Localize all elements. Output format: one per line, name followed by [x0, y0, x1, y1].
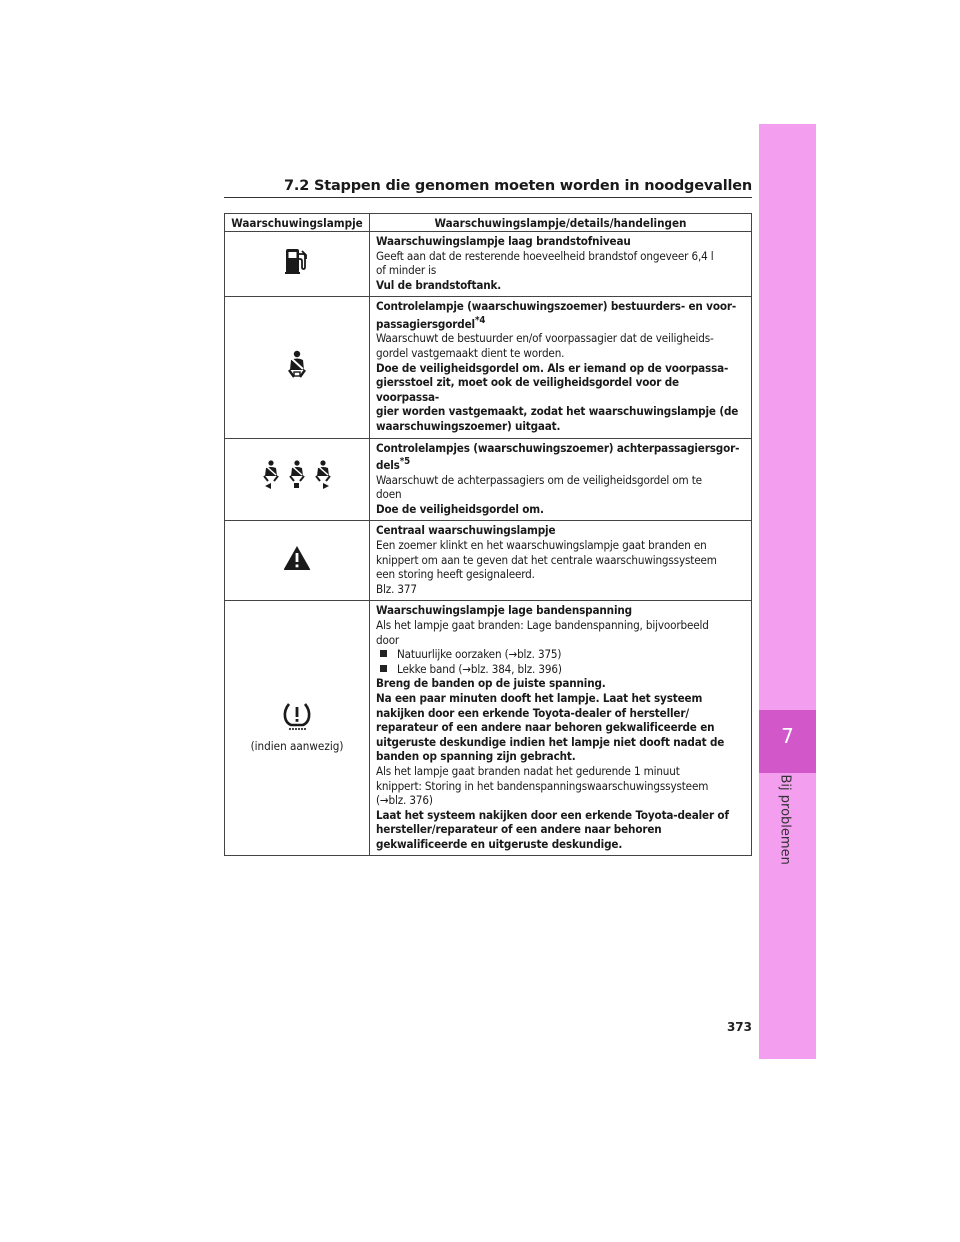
row-text: Waarschuwt de achterpassagiers om de veiligheidsgordel om te [376, 472, 702, 487]
row-title-cont [376, 314, 745, 331]
list-item [376, 647, 745, 662]
icon-cell [225, 232, 370, 297]
icon-cell [225, 297, 370, 438]
row-title: Centraal waarschuwingslampje [376, 523, 556, 538]
table-row [225, 601, 752, 856]
details-cell [370, 438, 752, 521]
row-text: door [376, 632, 400, 647]
row-title: Waarschuwingslampje lage bandenspanning [376, 603, 632, 618]
icon-cell [225, 601, 370, 856]
tire-pressure-icon [282, 701, 312, 731]
row-text: Geeft aan dat de resterende hoeveelheid brandstof ongeveer 6,4 l [376, 248, 714, 263]
details-cell [370, 232, 752, 297]
row-title: Waarschuwingslampje laag brandstofniveau [376, 234, 631, 248]
row-action: uitgeruste deskundige indien het lampje niet dooft nadat de [376, 734, 725, 749]
row-text: gordel vastgemaakt dient te worden. [376, 346, 565, 361]
row-action: gekwalificeerde en uitgeruste deskundige. [376, 836, 623, 851]
row-action: reparateur of een andere naar behoren gekwalificeerde en [376, 720, 715, 735]
column-header-details: Waarschuwingslampje/details/handelingen [370, 214, 752, 232]
row-action: Doe de veiligheidsgordel om. [376, 501, 544, 516]
title-divider [224, 197, 752, 198]
row-text: een storing heeft gesignaleerd. [376, 567, 535, 582]
table-header-row [225, 214, 752, 232]
row-action: gier worden vastgemaakt, zodat het waarschuwingslampje (de [376, 404, 739, 419]
chapter-side-tab [759, 124, 816, 1059]
row-action: Breng de banden op de juiste spanning. [376, 676, 606, 691]
row-action: Na een paar minuten dooft het lampje. Laat het systeem [376, 690, 703, 705]
footnote-ref[interactable]: *4 [474, 314, 486, 326]
row-action: Laat het systeem nakijken door een erkende Toyota-dealer of [376, 807, 729, 822]
chapter-number: 7 [781, 724, 794, 748]
warning-lights-table [224, 213, 752, 856]
table-row [225, 438, 752, 521]
row-title: Controlelampje (waarschuwingszoemer) bestuurders- en voor- [376, 299, 737, 314]
warning-triangle-icon [283, 545, 311, 571]
row-action: nakijken door een erkende Toyota-dealer of hersteller/ [376, 705, 689, 720]
list-item-text[interactable]: Lekke band (→blz. 384, blz. 396) [397, 661, 562, 676]
list-item-text[interactable]: Natuurlijke oorzaken (→blz. 375) [397, 647, 562, 662]
row-title: dels [376, 458, 400, 473]
row-title: Controlelampjes (waarschuwingszoemer) achterpassagiersgor- [376, 440, 740, 455]
row-action: Doe de veiligheidsgordel om. Als er iemand op de voorpassa- [376, 360, 729, 375]
column-header-light: Waarschuwingslampje [225, 214, 370, 232]
icon-cell [225, 438, 370, 521]
row-text: Als het lampje gaat branden: Lage bandenspanning, bijvoorbeeld [376, 617, 709, 632]
page-reference[interactable]: (→blz. 376) [376, 793, 433, 808]
page-number: 373 [726, 1020, 752, 1034]
row-text: knippert om aan te geven dat het centrale waarschuwingssysteem [376, 552, 717, 567]
table-row [225, 521, 752, 601]
list-item [376, 662, 745, 677]
fuel-pump-icon [284, 247, 310, 275]
table-row [225, 297, 752, 438]
row-text: knippert: Storing in het bandenspanningswaarschuwingssysteem [376, 778, 709, 793]
seatbelt-icon [284, 350, 310, 378]
footnote-ref[interactable]: *5 [399, 456, 411, 468]
chapter-label [774, 774, 798, 892]
page-reference[interactable]: Blz. 377 [376, 581, 417, 596]
row-text: Waarschuwt de bestuurder en/of voorpassagier dat de veiligheids- [376, 331, 714, 346]
details-cell [370, 521, 752, 601]
bullet-square-icon [380, 665, 387, 672]
row-text: doen [376, 487, 402, 502]
icon-note: (indien aanwezig) [250, 739, 344, 754]
row-action: waarschuwingszoemer) uitgaat. [376, 418, 561, 433]
bullet-square-icon [380, 650, 387, 657]
row-action: hersteller/reparateur of een andere naar behoren [376, 822, 662, 837]
row-title-cont [376, 455, 745, 472]
row-action: giersstoel zit, moet ook de veiligheidsgordel voor de voorpassa- [376, 375, 679, 404]
row-action: banden op spanning zijn gebracht. [376, 749, 576, 764]
section-title: 7.2 Stappen die genomen moeten worden in noodgevallen [284, 178, 752, 194]
details-cell [370, 297, 752, 438]
table-row [225, 232, 752, 297]
row-text: of minder is [376, 263, 437, 278]
row-title: passagiersgordel [376, 316, 475, 331]
icon-cell [225, 521, 370, 601]
row-text: Een zoemer klinkt en het waarschuwingslampje gaat branden en [376, 538, 707, 552]
row-action: Vul de brandstoftank. [376, 277, 502, 292]
chapter-label-text: Bij problemen [777, 774, 793, 865]
rear-seatbelt-icons [261, 459, 333, 493]
row-text: Als het lampje gaat branden nadat het gedurende 1 minuut [376, 763, 680, 778]
details-cell [370, 601, 752, 856]
